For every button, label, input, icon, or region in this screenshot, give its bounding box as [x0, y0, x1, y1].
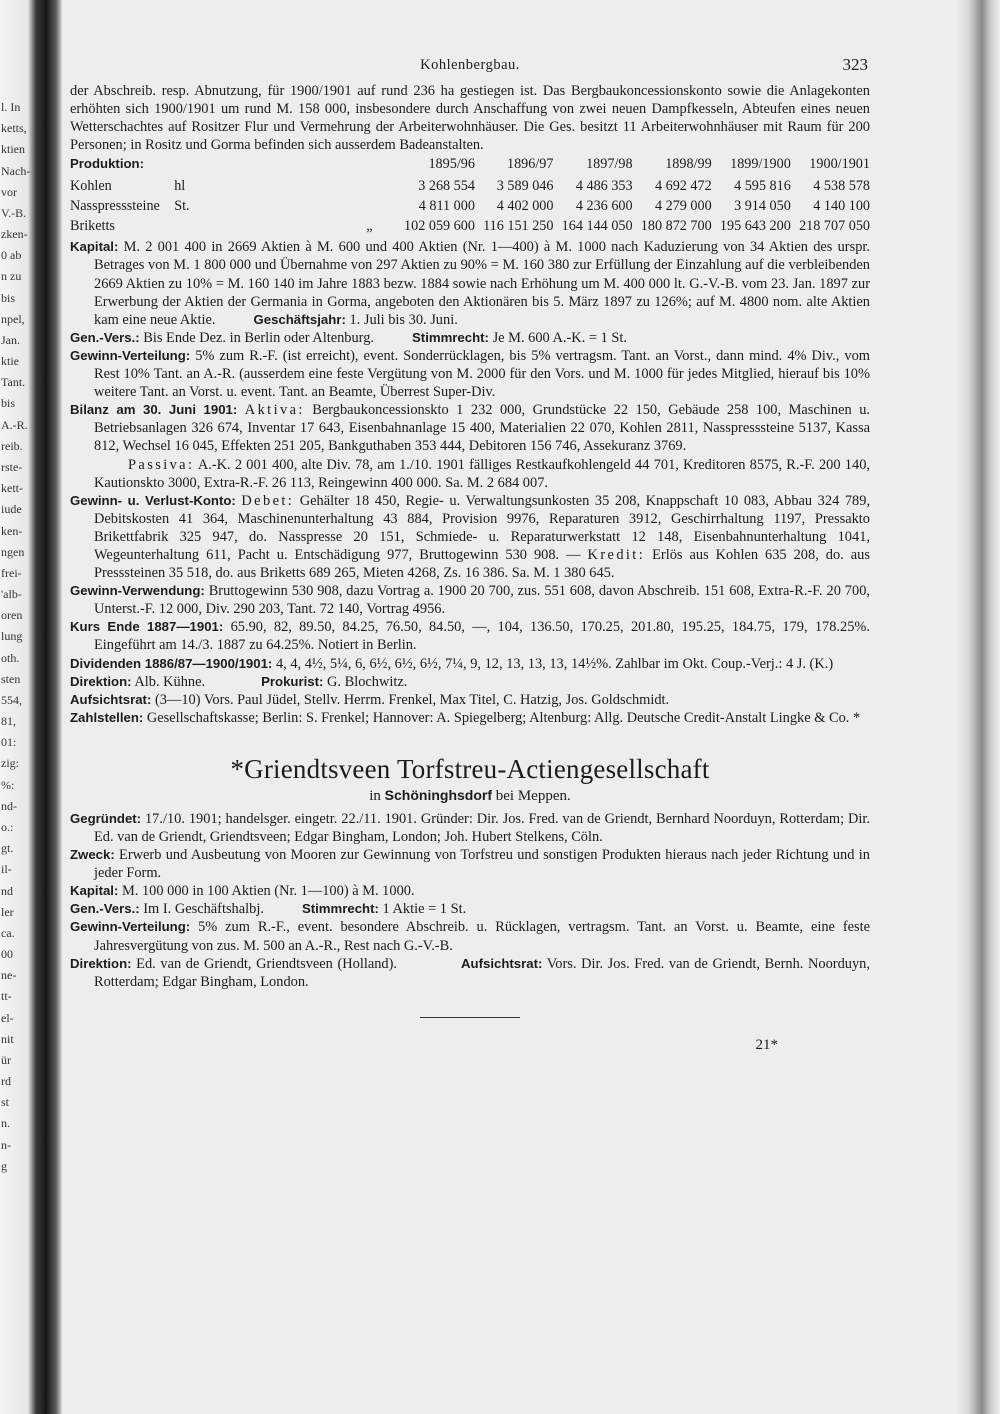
margin-fragment: A.-R. — [1, 418, 28, 432]
dividenden-label: Dividenden 1886/87—1900/1901: — [70, 655, 273, 671]
company2-gen-vers-label: Gen.-Vers.: — [70, 901, 140, 917]
production-row — [70, 176, 870, 196]
production-value: 4 811 000 — [418, 198, 475, 215]
company2-title: *Griendtsveen Torfstreu-Actiengesellschaft — [230, 753, 710, 784]
zahlstellen-entry — [70, 709, 870, 727]
company2-kapital-label: Kapital: — [70, 883, 119, 899]
company2-location: in Schöninghsdorf bei Meppen. — [369, 786, 571, 804]
margin-fragment: rd — [1, 1074, 11, 1088]
guv-kredit-text: Erlös aus Kohlen 635 208, do. aus Presssteinen 35 518, do. aus Briketts 689 265, Mieten 4268, Zs. 16 386. Sa. M. 1 380 645. — [94, 546, 870, 582]
margin-fragment: nd- — [1, 799, 17, 813]
zahlstellen-text: Gesellschaftskasse; Berlin: S. Frenkel; Hannover: A. Spiegelberg; Altenburg: Allg. Deutsche Credit-Anstalt Lingke & Co. * — [146, 709, 861, 726]
company2-kapital-text: M. 100 000 in 100 Aktien (Nr. 1—100) à M. 1000. — [121, 883, 415, 900]
bilanz-aktiva-text: Bergbaukoncessionskto 1 232 000, Grundstücke 22 150, Gebäude 258 100, Maschinen u. Betriebsanlagen 326 674, Inventar 17 643, Eisenbahnanlage 15 400, Materialien 22 070, Kohlen 2811, Nasspresssteine 5137, Kassa 812, Wechsel 16 045, Effekten 251 205, Bankguthaben 353 444, Debitoren 156 746, Assekuranz 3769. — [94, 402, 870, 455]
production-year: 1895/96 — [428, 156, 475, 173]
production-value: 4 486 353 — [575, 178, 633, 195]
bilanz-passiva-entry — [70, 456, 870, 492]
production-value: 4 140 100 — [813, 198, 870, 215]
margin-fragment: el- — [1, 1011, 14, 1025]
margin-fragment: ketts, — [1, 121, 27, 135]
margin-fragment: tt- — [1, 989, 12, 1003]
production-year: 1897/98 — [586, 156, 633, 173]
margin-fragment: sten — [1, 672, 21, 686]
prokurist-label: Prokurist: — [261, 673, 324, 689]
company2-direktion-label: Direktion: — [70, 955, 132, 971]
production-product: Kohlen — [70, 178, 112, 195]
margin-fragment: vor — [1, 185, 17, 199]
production-value: 102 059 600 — [404, 218, 475, 235]
production-value: 4 595 816 — [734, 178, 791, 195]
bilanz-passiva-text: A.-K. 2 001 400, alte Div. 78, am 1./10. 1901 fälliges Restkaufkohlengeld 44 701, Kreditoren 8575, R.-F. 200 140, Kautionskto 3000, Extra-R.-F. 26 113, Reingewinn 400 000. Sa. M. 2 684 007. — [94, 456, 870, 491]
margin-fragment: bis — [1, 291, 16, 305]
margin-fragment: nd — [1, 884, 13, 898]
previous-page-margin — [0, 0, 36, 1414]
guv-entry — [70, 492, 870, 582]
direktion-entry — [70, 673, 870, 691]
production-value: 3 589 046 — [496, 178, 554, 195]
aufsichtsrat-entry — [70, 691, 870, 709]
production-product: Briketts — [70, 218, 115, 235]
guv-kredit-label: Kredit: — [587, 546, 646, 563]
margin-fragment: reib. — [1, 439, 23, 453]
margin-fragment: 'alb- — [1, 587, 22, 601]
margin-fragment: n zu — [1, 269, 22, 283]
gen-vers-text: Bis Ende Dez. in Berlin oder Altenburg. — [143, 329, 374, 346]
production-value: 3 268 554 — [418, 178, 475, 195]
margin-fragment: 01: — [1, 735, 17, 749]
margin-fragment: gt. — [1, 841, 14, 855]
margin-fragment: ür — [1, 1053, 11, 1067]
guv-label: Gewinn- u. Verlust-Konto: — [70, 492, 236, 508]
gewinn-verteilung-entry — [70, 347, 870, 401]
geschaeftsjahr-text: 1. Juli bis 30. Juni. — [349, 311, 458, 328]
gewinn-verwendung-label: Gewinn-Verwendung: — [70, 583, 205, 599]
production-year: 1896/97 — [506, 156, 554, 173]
margin-fragment: iude — [1, 502, 22, 516]
production-table — [70, 154, 870, 236]
gegruendet-label: Gegründet: — [70, 810, 142, 826]
margin-fragment: st — [1, 1095, 10, 1109]
direktion-label: Direktion: — [70, 673, 132, 689]
margin-fragment: ne- — [1, 968, 17, 982]
margin-fragment: rste- — [1, 460, 23, 474]
margin-fragment: bis — [1, 396, 16, 410]
direktion-text: Alb. Kühne. — [134, 673, 206, 690]
company2-kapital-entry — [70, 882, 870, 900]
margin-fragment: frei- — [1, 566, 22, 580]
margin-fragment: n- — [1, 1138, 11, 1152]
company2-gewinn-verteilung-text: 5% zum R.-F., event. besondere Abschreib. u. Rücklagen, vertragsm. Tant. an Vorst. u. Beamte, eine feste Jahresvergütung von zus. M. 500 an A.-R., Rest nach G.-V.-B. — [94, 919, 870, 954]
margin-fragment: 81, — [1, 714, 16, 728]
company2-gen-vers-text: Im I. Geschäftshalbj. — [143, 901, 264, 918]
production-product: Nasspresssteine — [70, 198, 160, 215]
zweck-label: Zweck: — [70, 847, 115, 863]
bilanz-aktiva-label: Aktiva: — [244, 402, 305, 419]
margin-fragment: o.: — [1, 820, 14, 834]
bilanz-label: Bilanz am 30. Juni 1901: — [70, 402, 238, 418]
dividenden-entry — [70, 655, 870, 673]
company2-gen-vers-entry — [70, 900, 870, 918]
guv-debet-label: Debet: — [241, 492, 295, 509]
gen-vers-entry — [70, 329, 870, 347]
margin-fragment: oren — [1, 608, 23, 622]
company2-aufsichtsrat-label: Aufsichtsrat: — [461, 955, 543, 971]
zweck-text: Erwerb und Ausbeutung von Mooren zur Gewinnung von Torfstreu und sonstigen Produkten hieraus nach jeder Richtung und in jeder Form. — [94, 847, 870, 882]
margin-fragment: lung — [1, 629, 23, 643]
production-year: 1898/99 — [665, 156, 712, 173]
company2-gewinn-verteilung-label: Gewinn-Verteilung: — [70, 919, 191, 935]
production-row — [70, 216, 870, 236]
gewinn-verteilung-label: Gewinn-Verteilung: — [70, 347, 191, 363]
running-title: Kohlenbergbau. — [420, 57, 520, 73]
stimmrecht-text: Je M. 600 A.-K. = 1 St. — [492, 329, 628, 346]
production-unit: St. — [174, 198, 190, 215]
gewinn-verwendung-text: Bruttogewinn 530 908, dazu Vortrag a. 1900 20 700, zus. 551 608, davon Abschreib. 151 608, Extra-R.-F. 20 700, Unterst.-F. 12 000, Div. 290 203, Tant. 72 140, Vortrag 4956. — [94, 583, 870, 618]
production-value: 164 144 050 — [561, 218, 633, 235]
margin-fragment: kett- — [1, 481, 23, 495]
company2-direktion-text: Ed. van de Griendt, Griendtsveen (Holland). — [136, 955, 398, 972]
kapital-text: M. 2 001 400 in 2669 Aktien à M. 600 und 400 Aktien (Nr. 1—400) à M. 1000 nach Kaduzierung von 34 Aktien des urspr. Betrages von M. 1 800 000 und Übernahme von 297 Aktien zu 90% = M. 160 380 zur Erfüllung der Einzahlung auf die verbleibenden 2669 Aktien zu 10% = M. 160 140 im Jahre 1883 bezw. 1884 sowie nach Erhöhung um M. 400 000 lt. G.-V.-B. vom 23. Jan. 1897 zur Erwerbung der Aktien der Germania in Gorma, angeboten den Aktionären bis 5. März 1897 zu 126%; auf M. 4800 nom. alte Aktien kam eine neue Aktie. — [94, 239, 870, 328]
gegruendet-text: 17./10. 1901; handelsger. eingetr. 22./11. 1901. Gründer: Dir. Jos. Fred. van de Griendt, Bernhard Noorduyn, Rotterdam; Dir. Ed. van de Griendt, Griendtsveen; Edgar Bingham, London; Joh. Hubert Stelkens, Cöln. — [94, 810, 870, 845]
production-value: 180 872 700 — [640, 218, 712, 235]
company2-location-name: Schöninghsdorf — [384, 786, 492, 803]
margin-fragment: oth. — [1, 651, 20, 665]
margin-fragment: ktie — [1, 354, 19, 368]
margin-fragment: g — [1, 1159, 7, 1173]
margin-fragment: V.-B. — [1, 206, 27, 220]
margin-fragment: Tant. — [1, 375, 26, 389]
production-value: 195 643 200 — [719, 218, 791, 235]
company2-stimmrecht-label: Stimmrecht: — [301, 901, 379, 917]
company2-stimmrecht-text: 1 Aktie = 1 St. — [382, 901, 467, 918]
bilanz-passiva-label: Passiva: — [128, 456, 195, 473]
company2-aufsichtsrat-text: Vors. Dir. Jos. Fred. van de Griendt, Bernh. Noorduyn, Rotterdam; Edgar Bingham, London. — [94, 955, 870, 990]
document-page — [70, 50, 870, 1054]
margin-fragment: 00 — [1, 947, 13, 961]
page-number: 323 — [842, 55, 868, 74]
margin-fragment: npel, — [1, 312, 25, 326]
production-year: 1900/1901 — [809, 156, 870, 173]
production-unit: „ — [366, 218, 373, 235]
production-value: 4 402 000 — [496, 198, 554, 215]
production-unit: hl — [174, 178, 186, 195]
kurs-text: 65.90, 82, 89.50, 84.25, 76.50, 84.50, —, 104, 136.50, 170.25, 201.80, 195.25, 184.75, 179, 178.25%. Eingeführt am 14./3. 1887 zu 64.25%. Notiert in Berlin. — [94, 619, 870, 654]
margin-fragment: 554, — [1, 693, 22, 707]
production-value: 4 538 578 — [813, 178, 870, 195]
production-value: 3 914 050 — [734, 198, 791, 215]
margin-fragment: l. In — [1, 100, 21, 114]
gewinn-verteilung-text: 5% zum R.-F. (ist erreicht), event. Sonderrücklagen, bis 5% vertragsm. Tant. an Vorst., dann mind. 4% Div., vom Rest 10% Tant. an A.-R. (ausserdem eine feste Vergütung von M. 2000 für den Vors. und M. 1000 für jedes Mitglied, hierauf bis 10% weitere Tant. an Vorst. u. event. Tant. an Beamte, Überrest Super-Div. — [94, 347, 870, 401]
closing-rule — [420, 1017, 520, 1018]
margin-fragment: Nach- — [1, 164, 31, 178]
margin-fragment: zig: — [1, 756, 19, 770]
guv-debet-text: Gehälter 18 450, Regie- u. Verwaltungsunkosten 35 208, Knappschaft 10 083, Abbau 324 789, Debitskosten 41 364, Maschinenunterhaltung 43 884, Provision 9976, Reparaturen 3912, Geschirrhaltung 1197, Pressakto Brikettfabrik 325 947, do. Nasspresse 20 151, Schmiede- u. Reparaturwerkstatt 12 148, Eisenbahnunterhaltung 1041, Wegeunterhaltung 611, Pacht u. Entschädigung 977, Bruttogewinn 530 908. — — [94, 492, 870, 563]
production-value: 4 279 000 — [654, 198, 712, 215]
margin-fragment: ca. — [1, 926, 15, 940]
margin-fragment: Jan. — [1, 333, 20, 347]
margin-fragment: %: — [1, 778, 15, 792]
company2-gewinn-verteilung-entry — [70, 918, 870, 954]
kapital-label: Kapital: — [70, 239, 119, 255]
aufsichtsrat-label: Aufsichtsrat: — [70, 691, 152, 707]
production-year: 1899/1900 — [730, 156, 791, 173]
production-value: 4 236 600 — [575, 198, 633, 215]
margin-fragment: zken- — [1, 227, 28, 241]
production-value: 4 692 472 — [654, 178, 712, 195]
gegruendet-entry — [70, 810, 870, 846]
production-label: Produktion: — [70, 156, 144, 172]
margin-fragment: 0 ab — [1, 248, 22, 262]
signature-mark: 21* — [755, 1036, 778, 1053]
kapital-entry — [70, 238, 870, 328]
margin-fragment: n. — [1, 1116, 10, 1130]
zweck-entry — [70, 846, 870, 882]
kurs-label: Kurs Ende 1887—1901: — [70, 619, 224, 635]
company1-intro: der Abschreib. resp. Abnutzung, für 1900/1901 auf rund 236 ha gestiegen ist. Das Bergbaukoncessionskonto sowie die Anlagekonten erhöhten sich 1900/1901 um rund M. 158 000, insbesondere durch Anschaffung von zwei neuen Dampfkesseln, Abteufen eines neuen Wetterschachtes auf Rositzer Flur und Vermehrung der Arbeiterwohnhäuser. Die Ges. besitzt 11 Arbeiterwohnhäuser mit Raum für 200 Personen; in Rositz und Gorma befinden sich ausserdem Badeanstalten. — [70, 83, 870, 154]
zahlstellen-label: Zahlstellen: — [70, 709, 144, 725]
margin-fragment: ler — [1, 905, 14, 919]
aufsichtsrat-text: (3—10) Vors. Paul Jüdel, Stellv. Herrm. Frenkel, Max Titel, C. Hatzig, Jos. Goldschmidt. — [154, 691, 670, 708]
production-value: 218 707 050 — [799, 218, 870, 235]
margin-fragment: ktien — [1, 142, 25, 156]
bilanz-entry — [70, 401, 870, 455]
production-row — [70, 196, 870, 216]
margin-fragment: ngen — [1, 545, 25, 559]
gewinn-verwendung-entry — [70, 582, 870, 618]
page-edge-shadow — [956, 0, 1000, 1414]
geschaeftsjahr-label: Geschäftsjahr: — [253, 311, 346, 327]
kurs-entry — [70, 618, 870, 654]
margin-fragment: il- — [1, 862, 12, 876]
dividenden-text: 4, 4, 4½, 5¼, 6, 6½, 6½, 6½, 7¼, 9, 12, 13, 13, 13, 14½%. Zahlbar im Okt. Coup.-Verj.: 4 J. (K.) — [275, 655, 834, 672]
company2-direktion-entry — [70, 955, 870, 991]
production-header-row — [70, 154, 870, 176]
gen-vers-label: Gen.-Vers.: — [70, 329, 140, 345]
production-value: 116 151 250 — [483, 218, 554, 235]
stimmrecht-label: Stimmrecht: — [412, 329, 489, 345]
running-head — [70, 50, 870, 82]
prokurist-text: G. Blochwitz. — [327, 673, 408, 690]
margin-fragment: ken- — [1, 524, 23, 538]
margin-fragment: nit — [1, 1032, 14, 1046]
